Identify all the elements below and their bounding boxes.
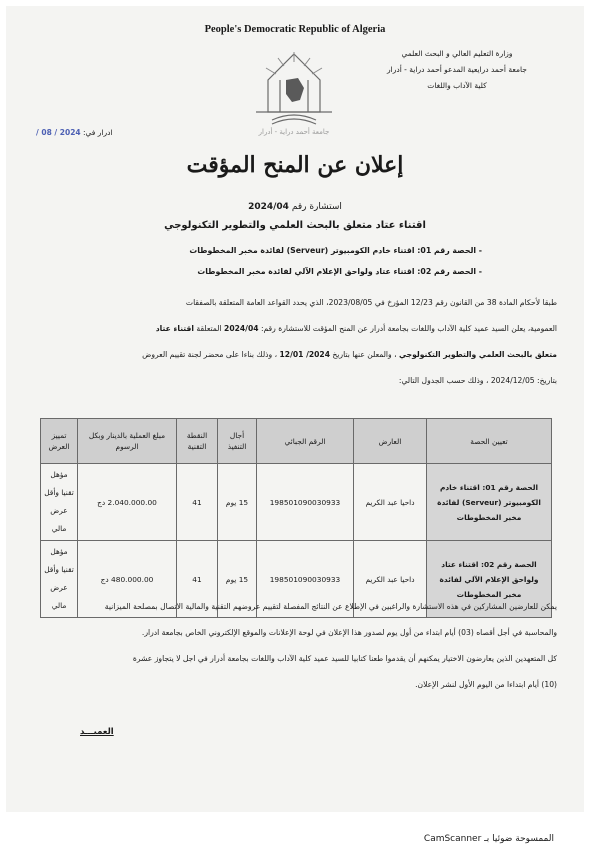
cell-amount: 480.000.00 دج [78,541,177,618]
body-line-4: بتاريخ: 2024/12/05 ، وذلك حسب الجدول التالي: [398,376,557,385]
header-lot: تعيين الحصة [427,419,552,464]
cell-distinction: مؤهل تقنيا وأقل عرض مالي [41,464,78,541]
header-amount: مبلغ العملية بالدينار وبكل الرسوم [78,419,177,464]
cell-amount: 2.040.000.00 دج [78,464,177,541]
award-table [40,418,552,618]
consultation-label: استشارة رقم [291,202,342,212]
cell-deadline: 15 يوم [218,541,257,618]
cell-tax-id: 198501090030933 [257,464,354,541]
notice-line-1: يمكن للعارضين المشاركين في هذه الاستشارة والراغبين في الإطلاع عن النتائج المفصلة لتقييم عروضهم التقنية والمالية الاتصال بمصلحة الميزانية [104,602,557,611]
logo-caption: جامعة أحمد دراية - أدرار [258,128,330,136]
lot-line-1: - الحصة رقم 01: اقتناء خادم الكومبيوتر (Serveur) لفائدة مخبر المخطوطات [189,246,482,255]
body-paragraph [52,290,557,394]
body-line-3: متعلق بالبحث العلمي والتطوير التكنولوجي ، والمعلن عنها بتاريخ 2024/ 12/01 ، وذلك بناءا على محضر لجنة تقييم العروض [142,350,557,359]
table-row [41,464,552,541]
university-logo [246,50,342,130]
faculty-name: كلية الآداب واللغات [427,81,487,90]
header-tech-score: النقطة التقنية [177,419,218,464]
notice-paragraph [40,594,557,698]
cell-lot: الحصة رقم 01: اقتناء خادم الكومبيوتر (Serveur) لفائدة مخبر المخطوطات [427,464,552,541]
cell-lot: الحصة رقم 02: اقتناء عتاد ولواحق الإعلام الآلي لفائدة مخبر المخطوطات [427,541,552,618]
dean-signature: العميـــد [80,727,114,737]
country-header: People's Democratic Republic of Algeria [204,24,386,35]
ministry-block [362,46,552,94]
header-distinction: تمييز العرض [41,419,78,464]
lot-line-2: - الحصة رقم 02: اقتناء عتاد ولواحق الإعلام الآلي لفائدة مخبر المخطوطات [197,267,482,276]
cell-tech-score: 41 [177,464,218,541]
cell-bidder: داحيا عبد الكريم [354,541,427,618]
subject-line: اقتناء عتاد متعلق بالبحث العلمي والتطوير التكنولوجي [164,220,426,231]
notice-line-3: كل المتعهدين الذين يعارضون الاختيار يمكنهم أن يقدموا طعنا كتابيا للسيد عميد كلية الآداب واللغات بجامعة أدرار في اجل لا يتجاوز عشرة [132,654,557,663]
date-stamp: 2024 / 08 / [36,128,81,137]
cell-tax-id: 198501090030933 [257,541,354,618]
ministry-name: وزارة التعليم العالي و البحث العلمي [401,49,513,58]
consultation-number: 2024/04 [248,202,289,212]
body-line-1: طبقا لأحكام المادة 38 من القانون رقم 12/23 المؤرخ في 2023/08/05، الذي يحدد القواعد العامة المتعلقة بالصفقات [185,298,557,307]
notice-line-4: (10) أيام ابتداءا من اليوم الأول لنشر الإعلان. [415,680,557,689]
document-title: إعلان عن المنح المؤقت [186,152,404,178]
consultation-line [0,202,590,212]
cell-deadline: 15 يوم [218,464,257,541]
date-prefix: ادرار في: [83,128,113,137]
cell-distinction: مؤهل تقنيا وأقل عرض مالي [41,541,78,618]
scanner-footer: الممسوحة ضوئيا بـ CamScanner [423,834,554,844]
header-tax-id: الرقم الجبائي [257,419,354,464]
cell-tech-score: 41 [177,541,218,618]
date-line [36,128,113,137]
header-bidder: العارض [354,419,427,464]
table-header-row [41,419,552,464]
cell-bidder: داحيا عبد الكريم [354,464,427,541]
university-name: جامعة أحمد درايعية المدعو أحمد دراية - أدرار [387,65,527,74]
header-deadline: أجال التنفيذ [218,419,257,464]
notice-line-2: والمحاسبة في أجل أقصاه (03) أيام ابتداء من أول يوم لصدور هذا الإعلان في لوحة الإعلانات والموقع الإلكتروني الخاص بجامعة ادرار. [141,628,557,637]
body-line-2: العمومية، يعلن السيد عميد كلية الآداب واللغات بجامعة أدرار عن المنح المؤقت للاستشارة رقم: 2024/04 المتعلقة اقتناء عتاد [155,324,557,333]
